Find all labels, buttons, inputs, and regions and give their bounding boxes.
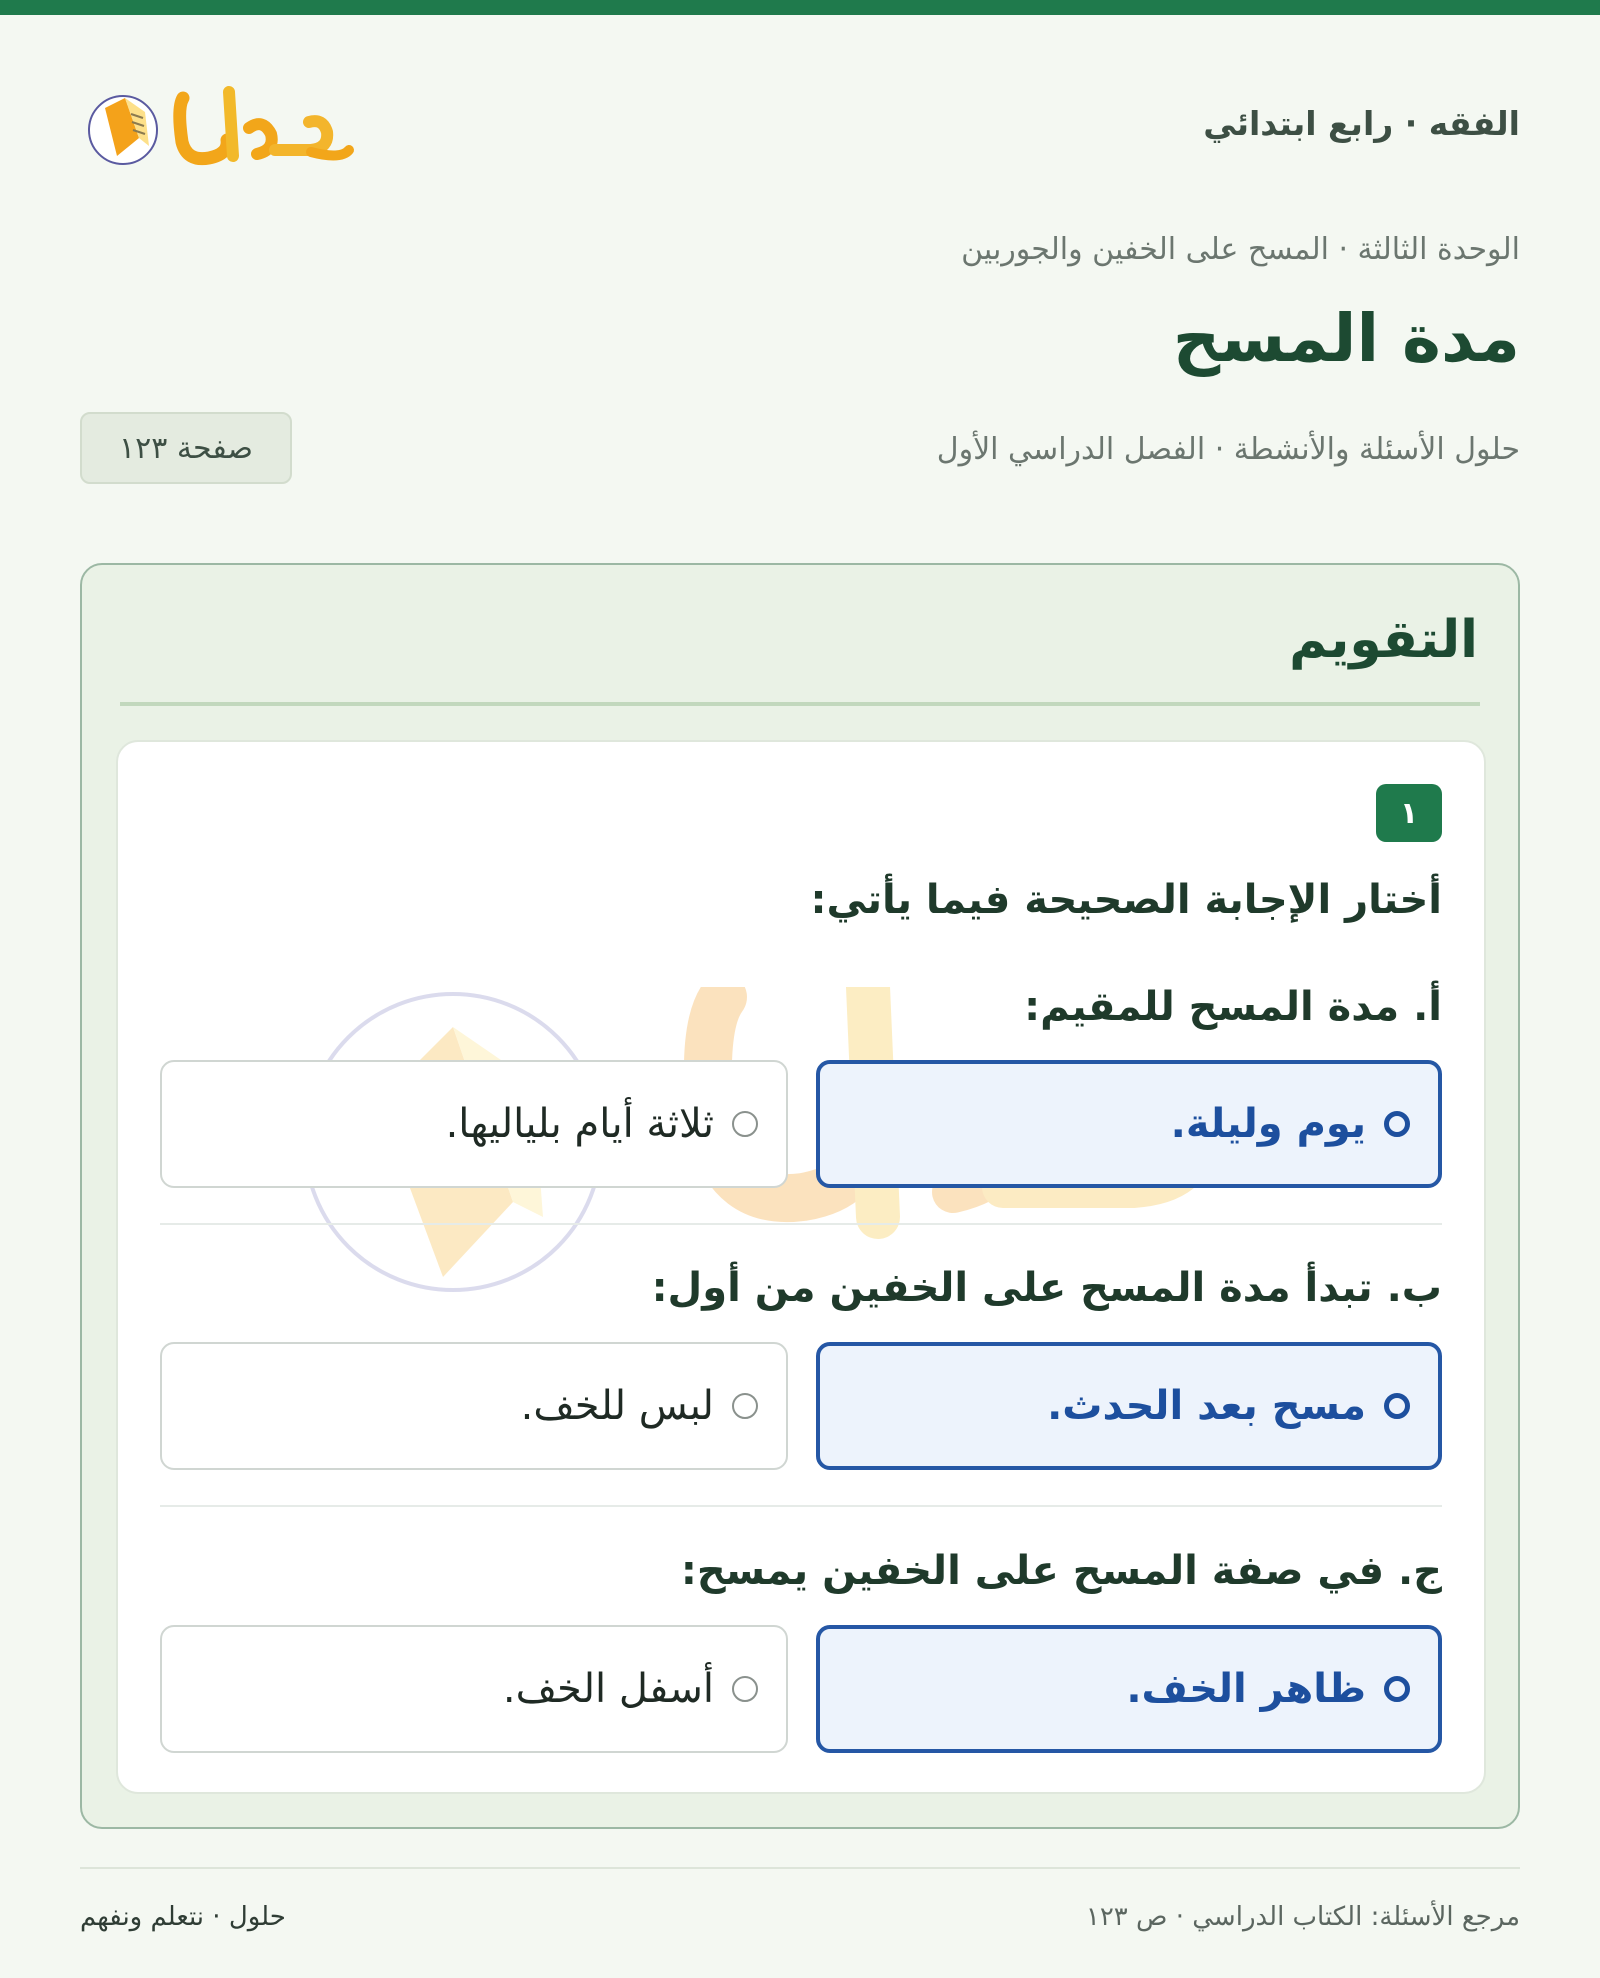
section-title: التقويم <box>1289 610 1478 670</box>
unit-breadcrumb: الوحدة الثالثة · المسح على الخفين والجوربين <box>961 232 1520 267</box>
question-b-other-option[interactable] <box>160 1342 788 1470</box>
option-label: يوم وليلة. <box>1170 1101 1366 1147</box>
radio-selected-icon <box>1384 1393 1410 1419</box>
option-label: لبس للخف. <box>520 1383 714 1429</box>
radio-empty-icon <box>732 1393 758 1419</box>
radio-empty-icon <box>732 1676 758 1702</box>
footer-divider <box>80 1867 1520 1869</box>
site-logo[interactable] <box>79 68 359 178</box>
footer-reference: مرجع الأسئلة: الكتاب الدراسي · ص ١٢٣ <box>1085 1902 1520 1932</box>
question-c-prompt: ج. في صفة المسح على الخفين يمسح: <box>680 1548 1442 1594</box>
exercise-card <box>116 740 1486 1794</box>
question-c-other-option[interactable] <box>160 1625 788 1753</box>
lesson-meta: حلول الأسئلة والأنشطة · الفصل الدراسي الأول <box>936 432 1520 467</box>
exercise-number-badge: ١ <box>1376 784 1442 842</box>
option-label: ثلاثة أيام بلياليها. <box>445 1101 714 1147</box>
question-b-correct-option[interactable] <box>816 1342 1442 1470</box>
question-b-prompt: ب. تبدأ مدة المسح على الخفين من أول: <box>651 1265 1442 1311</box>
page-number-badge: صفحة ١٢٣ <box>80 412 292 484</box>
book-logo-icon <box>79 68 359 178</box>
section-divider <box>120 702 1480 706</box>
footer-brand: حلول · نتعلم ونفهم <box>80 1902 286 1932</box>
option-label: مسح بعد الحدث. <box>1047 1383 1366 1429</box>
radio-selected-icon <box>1384 1676 1410 1702</box>
radio-selected-icon <box>1384 1111 1410 1137</box>
subject-grade-label: الفقه · رابع ابتدائي <box>1203 104 1520 143</box>
option-label: ظاهر الخف. <box>1126 1666 1366 1712</box>
top-accent-bar <box>0 0 1600 15</box>
option-label: أسفل الخف. <box>502 1666 714 1712</box>
question-divider <box>160 1505 1442 1507</box>
question-a-other-option[interactable] <box>160 1060 788 1188</box>
evaluation-section <box>80 563 1520 1829</box>
radio-empty-icon <box>732 1111 758 1137</box>
question-a-correct-option[interactable] <box>816 1060 1442 1188</box>
question-divider <box>160 1223 1442 1225</box>
exercise-instruction: أختار الإجابة الصحيحة فيما يأتي: <box>810 877 1442 923</box>
page-title: مدة المسح <box>1172 300 1520 377</box>
question-a-prompt: أ. مدة المسح للمقيم: <box>1024 984 1442 1030</box>
question-c-correct-option[interactable] <box>816 1625 1442 1753</box>
